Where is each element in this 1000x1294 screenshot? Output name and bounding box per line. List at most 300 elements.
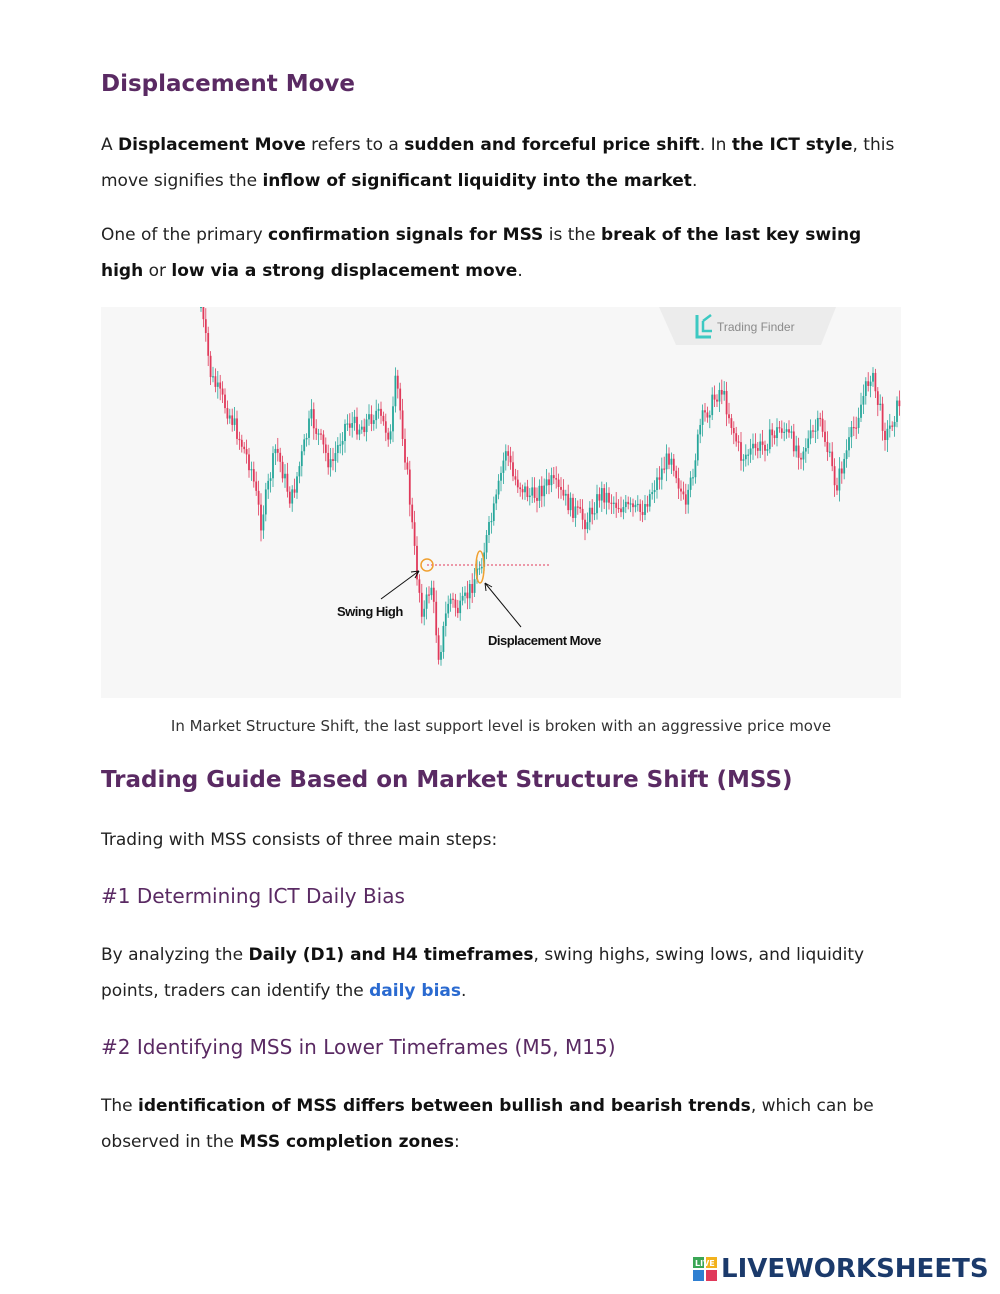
candle-body: [637, 504, 639, 505]
candle-body: [315, 428, 317, 434]
candle-body: [395, 376, 397, 407]
candle-body: [241, 440, 243, 447]
candle-body: [419, 579, 421, 592]
candle-body: [625, 502, 627, 507]
candle-body: [212, 376, 214, 377]
candle-body: [608, 493, 610, 503]
paragraph-step-2: The identification of MSS differs between bullish and bearish trends, which can be observed in the MSS completion zones:: [101, 1096, 874, 1152]
candle-body: [303, 439, 305, 451]
candle-body: [510, 456, 512, 463]
candle-body: [695, 460, 697, 477]
candle-body: [803, 452, 805, 460]
heading-trading-guide: Trading Guide Based on Market Structure Shift (MSS): [101, 767, 793, 793]
paragraph-confirmation-signals: One of the primary confirmation signals for MSS is the break of the last key swing high or low via a strong displacement move.: [101, 225, 862, 281]
candle-body: [805, 448, 807, 451]
candle-body: [673, 459, 675, 471]
candle-body: [853, 427, 855, 428]
candle-body: [486, 535, 488, 552]
candle-body: [812, 430, 814, 431]
candle-body: [330, 459, 332, 467]
candle-body: [471, 584, 473, 593]
candle-body: [776, 427, 778, 438]
candle-body: [702, 410, 704, 425]
candle-body: [759, 442, 761, 451]
candle-body: [363, 427, 365, 432]
candle-body: [397, 376, 399, 389]
candle-body: [824, 432, 826, 442]
candle-body: [236, 418, 238, 438]
candle-body: [219, 383, 221, 389]
candle-body: [529, 496, 531, 497]
candle-body: [291, 489, 293, 503]
candle-body: [719, 390, 721, 402]
candle-body: [243, 447, 245, 449]
candle-body: [203, 307, 205, 319]
candle-body: [707, 412, 709, 417]
candle-body: [385, 421, 387, 432]
candle-body: [383, 416, 385, 421]
candle-body: [356, 417, 358, 435]
candle-body: [603, 488, 605, 502]
candle-body: [313, 409, 315, 428]
candle-body: [671, 459, 673, 465]
candle-body: [207, 333, 209, 356]
candle-body: [462, 596, 464, 601]
candle-body: [392, 406, 394, 431]
candle-body: [896, 401, 898, 422]
candle-body: [409, 470, 411, 505]
candle-body: [786, 429, 788, 432]
candle-body: [668, 454, 670, 465]
candle-body: [426, 594, 428, 608]
candle-body: [282, 462, 284, 478]
candle-body: [858, 418, 860, 428]
candle-body: [875, 373, 877, 391]
candle-body: [503, 461, 505, 473]
candle-body: [745, 455, 747, 460]
candle-body: [263, 514, 265, 530]
candle-body: [524, 486, 526, 492]
candle-body: [258, 491, 260, 505]
candle-body: [551, 475, 553, 485]
liveworksheets-wordmark: LIVEWORKSHEETS: [721, 1254, 989, 1284]
candle-body: [685, 494, 687, 504]
candle-body: [579, 507, 581, 509]
candle-body: [735, 433, 737, 441]
candlestick-chart-figure: [101, 307, 901, 698]
candle-body: [474, 579, 476, 593]
candle-body: [371, 414, 373, 424]
liveworksheets-logo-icon: [693, 1257, 717, 1281]
candle-body: [491, 521, 493, 522]
candle-body: [757, 448, 759, 451]
candle-body: [433, 588, 435, 602]
watermark-text: Trading Finder: [717, 320, 795, 334]
candle-body: [755, 444, 757, 448]
candle-body: [877, 391, 879, 405]
paragraph-trading-intro: Trading with MSS consists of three main steps:: [101, 830, 498, 850]
candle-body: [337, 445, 339, 453]
candle-body: [606, 493, 608, 503]
candle-body: [788, 429, 790, 432]
candle-body: [380, 409, 382, 416]
candle-body: [889, 426, 891, 429]
candle-body: [224, 395, 226, 408]
candle-body: [599, 494, 601, 500]
candle-body: [596, 494, 598, 513]
candle-body: [594, 513, 596, 514]
candle-body: [716, 400, 718, 402]
candle-body: [512, 462, 514, 476]
candle-body: [680, 489, 682, 492]
candle-body: [459, 601, 461, 613]
candle-body: [227, 408, 229, 418]
candle-body: [404, 439, 406, 463]
candle-body: [647, 504, 649, 507]
candle-body: [347, 423, 349, 424]
candle-body: [651, 492, 653, 494]
candle-body: [354, 417, 356, 423]
candle-body: [697, 434, 699, 460]
candle-body: [447, 604, 449, 614]
candle-body: [546, 479, 548, 485]
candle-body: [678, 478, 680, 488]
candle-body: [210, 356, 212, 377]
candle-body: [728, 414, 730, 418]
candle-body: [522, 489, 524, 492]
candle-body: [440, 652, 442, 660]
candle-body: [675, 471, 677, 478]
candle-body: [642, 512, 644, 515]
candle-body: [248, 454, 250, 470]
candle-body: [743, 459, 745, 461]
candle-body: [644, 504, 646, 515]
candle-body: [498, 481, 500, 495]
candle-body: [500, 473, 502, 481]
candle-body: [851, 427, 853, 437]
candle-body: [378, 409, 380, 411]
candle-body: [368, 414, 370, 419]
candles-group: [200, 307, 900, 666]
candle-body: [793, 431, 795, 451]
candle-body: [819, 418, 821, 419]
candle-body: [860, 405, 862, 418]
candle-body: [414, 522, 416, 546]
candlestick-chart: [101, 307, 901, 698]
candle-body: [548, 479, 550, 485]
candle-body: [577, 506, 579, 507]
candle-body: [287, 474, 289, 492]
candle-body: [428, 594, 430, 595]
candle-body: [361, 427, 363, 430]
candle-body: [587, 522, 589, 529]
candle-body: [882, 404, 884, 431]
candle-body: [234, 418, 236, 424]
candle-body: [294, 489, 296, 492]
candle-body: [589, 508, 591, 522]
candle-body: [822, 419, 824, 432]
candle-body: [661, 469, 663, 480]
candle-body: [464, 593, 466, 596]
candle-body: [479, 568, 481, 569]
candle-body: [270, 478, 272, 481]
candle-body: [555, 478, 557, 479]
candle-body: [714, 395, 716, 400]
candle-body: [560, 487, 562, 490]
candle-body: [767, 449, 769, 451]
candle-body: [531, 487, 533, 495]
candle-body: [515, 476, 517, 479]
candle-body: [827, 442, 829, 452]
candle-body: [810, 430, 812, 438]
candle-body: [279, 453, 281, 462]
candle-body: [817, 418, 819, 431]
candle-body: [327, 453, 329, 467]
candle-body: [306, 438, 308, 439]
candle-body: [601, 488, 603, 500]
candle-body: [781, 428, 783, 432]
candle-body: [623, 507, 625, 512]
candle-body: [846, 450, 848, 459]
candle-body: [284, 474, 286, 479]
candle-body: [495, 494, 497, 503]
heading-displacement-move: Displacement Move: [101, 71, 355, 97]
candle-body: [272, 453, 274, 478]
paragraph-step-1: By analyzing the Daily (D1) and H4 timeframes, swing highs, swing lows, and liquidity points, traders can identify the daily bias.: [101, 945, 865, 1001]
candle-body: [255, 482, 257, 491]
candle-body: [543, 486, 545, 497]
candle-body: [721, 390, 723, 395]
candle-body: [222, 389, 224, 395]
candle-body: [726, 391, 728, 414]
candle-body: [229, 415, 231, 418]
candle-body: [731, 418, 733, 428]
candle-body: [402, 410, 404, 439]
candle-body: [630, 503, 632, 504]
candle-body: [301, 451, 303, 466]
candle-body: [615, 503, 617, 508]
candle-body: [450, 599, 452, 604]
candle-body: [325, 444, 327, 452]
candle-body: [618, 508, 620, 509]
candle-body: [421, 593, 423, 617]
candle-body: [320, 433, 322, 434]
candle-body: [771, 429, 773, 435]
candle-body: [692, 477, 694, 478]
candle-body: [834, 466, 836, 485]
candle-body: [373, 420, 375, 424]
candle-body: [246, 449, 248, 454]
candle-body: [423, 609, 425, 617]
candle-body: [558, 480, 560, 487]
candle-body: [407, 463, 409, 470]
candle-body: [390, 431, 392, 439]
candle-body: [829, 452, 831, 453]
candle-body: [452, 599, 454, 600]
candle-body: [663, 469, 665, 470]
candle-body: [841, 469, 843, 474]
candle-body: [359, 430, 361, 435]
label-swing-high: Swing High: [337, 604, 403, 619]
candle-body: [567, 494, 569, 510]
candle-body: [795, 446, 797, 452]
candle-body: [323, 434, 325, 444]
candle-body: [635, 505, 637, 507]
candle-body: [582, 509, 584, 520]
candle-body: [699, 425, 701, 434]
label-displacement-move: Displacement Move: [488, 633, 601, 648]
candle-body: [867, 381, 869, 386]
candle-body: [733, 428, 735, 433]
candle-body: [839, 469, 841, 491]
candle-body: [342, 441, 344, 445]
candle-body: [863, 396, 865, 405]
candle-body: [848, 437, 850, 450]
candle-body: [570, 498, 572, 510]
candle-body: [534, 487, 536, 498]
candle-body: [253, 469, 255, 481]
candle-body: [666, 454, 668, 470]
candle-body: [807, 438, 809, 448]
candle-body: [723, 391, 725, 395]
candle-body: [711, 395, 713, 415]
candle-body: [584, 520, 586, 529]
candle-body: [659, 477, 661, 479]
candle-body: [493, 503, 495, 521]
candle-body: [217, 383, 219, 387]
candle-body: [831, 452, 833, 467]
candle-body: [517, 480, 519, 488]
candle-body: [791, 431, 793, 432]
figure-caption: In Market Structure Shift, the last support level is broken with an aggressive price move: [170, 717, 832, 735]
candle-body: [387, 433, 389, 440]
candle-body: [747, 455, 749, 456]
candle-body: [572, 498, 574, 518]
candle-body: [654, 490, 656, 492]
candle-body: [879, 404, 881, 405]
candle-body: [865, 381, 867, 396]
svg-text:LIVE: LIVE: [695, 1259, 715, 1268]
candle-body: [553, 475, 555, 478]
candle-body: [872, 373, 874, 382]
candle-body: [884, 431, 886, 440]
candle-body: [539, 486, 541, 501]
candle-body: [205, 319, 207, 333]
candle-body: [311, 409, 313, 418]
candle-body: [481, 567, 483, 568]
candle-body: [399, 389, 401, 411]
candle-body: [527, 486, 529, 497]
candle-body: [200, 307, 202, 308]
candle-body: [709, 415, 711, 417]
candle-body: [332, 459, 334, 461]
candle-body: [783, 432, 785, 433]
candle-body: [296, 476, 298, 492]
candle-body: [575, 506, 577, 517]
candle-body: [267, 481, 269, 490]
candle-body: [469, 584, 471, 598]
candle-body: [899, 401, 901, 407]
candle-body: [836, 485, 838, 490]
candle-body: [519, 487, 521, 489]
candle-body: [870, 382, 872, 386]
candle-body: [690, 478, 692, 490]
candle-body: [774, 435, 776, 438]
displacement-arrow: [485, 583, 521, 627]
candle-body: [457, 608, 459, 613]
candle-body: [488, 522, 490, 535]
candle-body: [843, 459, 845, 474]
candle-body: [536, 498, 538, 501]
candle-body: [764, 445, 766, 451]
candle-body: [656, 477, 658, 490]
heading-step-2: #2 Identifying MSS in Lower Timeframes (M5, M15): [101, 1035, 616, 1059]
candle-body: [265, 489, 267, 514]
liveworksheets-logo[interactable]: [693, 1254, 989, 1284]
candle-body: [455, 600, 457, 608]
candle-body: [275, 449, 277, 453]
candle-body: [507, 451, 509, 456]
candle-body: [855, 428, 857, 429]
candle-body: [762, 442, 764, 445]
candle-body: [687, 490, 689, 505]
candle-body: [750, 448, 752, 454]
candle-body: [505, 451, 507, 460]
candle-body: [740, 442, 742, 461]
candle-body: [215, 376, 217, 387]
candle-body: [435, 602, 437, 636]
candle-body: [339, 445, 341, 446]
candle-body: [289, 492, 291, 504]
candle-body: [611, 503, 613, 504]
candle-body: [800, 458, 802, 460]
candle-body: [438, 635, 440, 659]
candle-body: [335, 453, 337, 461]
heading-step-1: #1 Determining ICT Daily Bias: [101, 884, 405, 908]
candle-body: [260, 505, 262, 531]
candle-body: [683, 491, 685, 494]
candle-body: [798, 446, 800, 458]
candle-body: [349, 423, 351, 427]
candle-body: [277, 449, 279, 453]
candle-body: [445, 613, 447, 626]
candle-body: [239, 439, 241, 440]
candle-body: [318, 433, 320, 434]
candle-body: [375, 411, 377, 420]
candle-body: [467, 593, 469, 599]
candle-body: [344, 424, 346, 441]
candle-body: [308, 418, 310, 437]
candle-body: [639, 504, 641, 512]
candle-body: [431, 588, 433, 595]
candle-body: [366, 419, 368, 432]
candle-body: [620, 509, 622, 513]
candle-body: [541, 486, 543, 496]
candle-body: [887, 429, 889, 440]
candle-body: [738, 441, 740, 442]
candle-body: [411, 505, 413, 523]
candle-body: [351, 423, 353, 428]
candle-body: [627, 502, 629, 504]
daily-bias-link[interactable]: daily bias: [369, 981, 462, 1001]
candle-body: [231, 415, 233, 424]
candle-body: [563, 490, 565, 496]
candle-body: [632, 503, 634, 507]
candle-body: [769, 429, 771, 449]
candle-body: [779, 427, 781, 428]
candle-body: [591, 508, 593, 515]
candle-body: [891, 426, 893, 427]
